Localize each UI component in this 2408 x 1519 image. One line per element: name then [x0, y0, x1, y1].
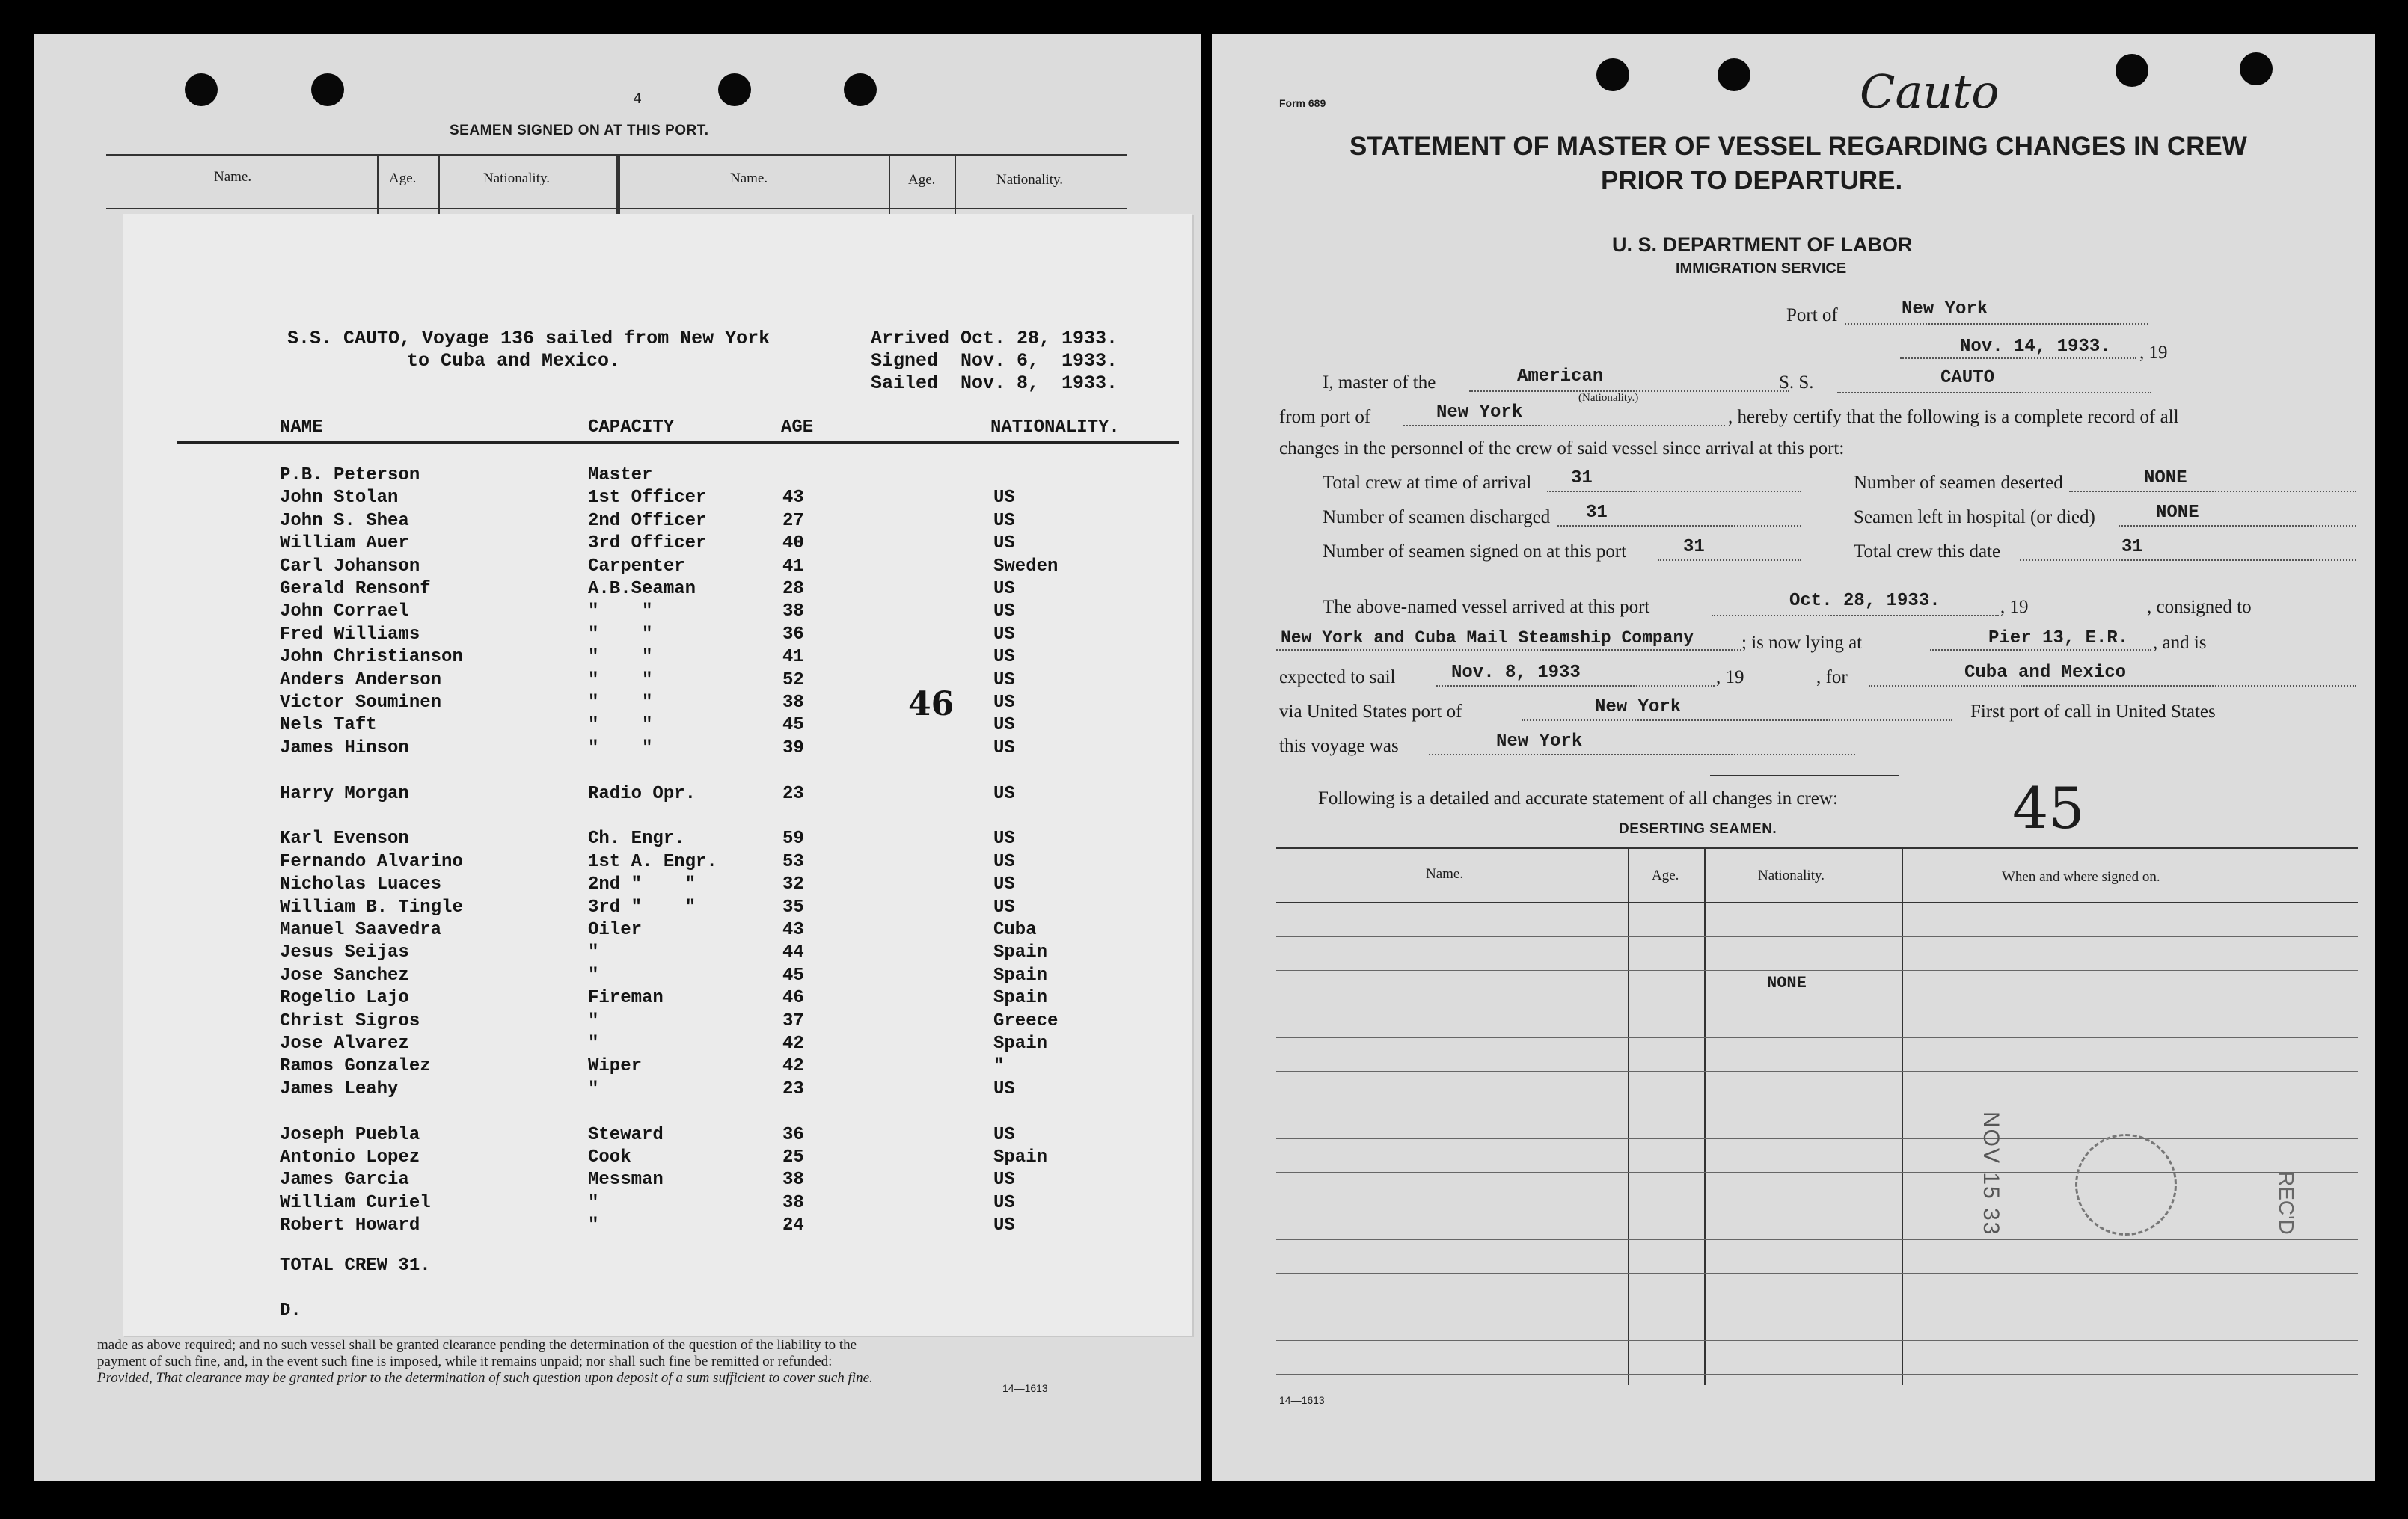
crew-name: Rogelio Lajo [280, 988, 409, 1009]
crew-nationality: US [993, 669, 1015, 690]
crew-name: Victor Souminen [280, 693, 442, 713]
crew-capacity: " " [588, 601, 653, 622]
port-label: Port of [1786, 305, 1838, 325]
crew-name: Manuel Saavedra [280, 920, 442, 940]
crew-capacity: Radio Opr. [588, 783, 696, 804]
crew-age: 42 [782, 1056, 804, 1077]
deserted-value: NONE [2144, 468, 2187, 488]
hospital-value: NONE [2156, 503, 2199, 523]
crew-capacity: Cook [588, 1147, 631, 1167]
crew-age: 36 [782, 1124, 804, 1145]
crew-age: 38 [782, 1192, 804, 1213]
crew-nationality: Spain [993, 965, 1048, 986]
crew-nationality: Cuba [993, 920, 1037, 940]
crew-name: James Leahy [280, 1078, 399, 1099]
crew-row [123, 465, 1192, 488]
crew-row [123, 784, 1192, 806]
crew-capacity: Messman [588, 1170, 664, 1191]
crew-nationality: US [993, 579, 1015, 599]
crew-row [123, 1193, 1192, 1215]
crew-row [123, 556, 1192, 579]
crew-nationality: US [993, 874, 1015, 895]
fill-line [1429, 754, 1855, 755]
column-divider [438, 154, 440, 214]
ss-label: S. S. [1779, 372, 1814, 393]
crew-nationality: US [993, 488, 1015, 509]
column-header-age: Age. [389, 171, 417, 186]
crew-row [123, 1125, 1192, 1147]
punch-hole [311, 73, 344, 106]
crew-name: William B. Tingle [280, 897, 463, 918]
crew-row [123, 1147, 1192, 1170]
crew-age: 39 [782, 737, 804, 758]
crew-capacity: " " [588, 737, 653, 758]
service-name: IMMIGRATION SERVICE [1676, 260, 1847, 277]
crew-capacity: Ch. Engr. [588, 829, 685, 850]
fill-line [1712, 615, 1999, 616]
crew-nationality: US [993, 1078, 1015, 1099]
fill-line [2069, 491, 2356, 492]
total-crew: TOTAL CREW 31. [280, 1256, 431, 1276]
crew-row [123, 511, 1192, 533]
crew-name: John S. Shea [280, 510, 409, 531]
crew-capacity: " " [588, 647, 653, 668]
table-header-name: Name. [1426, 866, 1464, 882]
right-page [1212, 34, 2375, 1481]
arrived-suffix: , 19 [2000, 597, 2029, 617]
crew-age: 28 [782, 579, 804, 599]
crew-nationality: US [993, 783, 1015, 804]
table-none-value: NONE [1767, 974, 1807, 992]
punch-hole [2240, 52, 2273, 85]
crew-nationality: US [993, 715, 1015, 736]
crew-name: Ramos Gonzalez [280, 1056, 431, 1077]
crew-name: James Garcia [280, 1170, 409, 1191]
sailed-date: Sailed Nov. 8, 1933. [871, 372, 1118, 394]
lying-text: ; is now lying at [1741, 633, 1863, 653]
received-stamp-text: REC'D [2275, 1171, 2298, 1235]
fill-line [1276, 649, 1741, 651]
form-number: Form 689 [1279, 97, 1326, 109]
fine-print-line: made as above required; and no such vessel shall be granted clearance pending the determination of the question of the liability to the [97, 1337, 857, 1353]
crew-capacity: " [588, 1215, 599, 1236]
arrived-prefix: The above-named vessel arrived at this port [1323, 597, 1650, 617]
fill-line [1658, 559, 1801, 561]
crew-name: Nels Taft [280, 715, 377, 736]
fill-line [2119, 525, 2356, 527]
crew-name: P.B. Peterson [280, 465, 420, 485]
table-row-line [1276, 1071, 2358, 1072]
arrived-date: Arrived Oct. 28, 1933. [871, 328, 1118, 349]
section-heading: SEAMEN SIGNED ON AT THIS PORT. [450, 123, 709, 138]
column-divider [889, 154, 890, 214]
crew-nationality: Spain [993, 988, 1048, 1009]
via-value: New York [1595, 697, 1682, 717]
crew-capacity: Master [588, 465, 653, 485]
fill-line [1900, 357, 2136, 359]
crew-nationality: Greece [993, 1010, 1059, 1031]
left-page [34, 34, 1201, 1481]
crew-row [123, 1011, 1192, 1034]
crew-capacity: " [588, 942, 599, 963]
crew-row [123, 1056, 1192, 1078]
crew-row [123, 988, 1192, 1010]
fine-print-line: Provided, That clearance may be granted prior to the determination of such question upon deposit of a sum sufficient to cover such fine. [97, 1370, 873, 1386]
crew-name: Gerald Rensonf [280, 579, 431, 599]
crew-age: 53 [782, 851, 804, 872]
crew-name: Karl Evenson [280, 829, 409, 850]
fill-line [1837, 392, 2151, 393]
crew-row [123, 920, 1192, 942]
total-arrival-value: 31 [1571, 468, 1593, 488]
punch-hole [1718, 58, 1750, 91]
handwritten-number: 45 [2012, 775, 2085, 841]
crew-capacity: A.B.Seaman [588, 579, 696, 599]
crew-nationality: US [993, 1215, 1015, 1236]
received-date-stamp: NOV 15 33 [1979, 1111, 2003, 1236]
and-is-label: , and is [2153, 633, 2207, 653]
crew-name: William Auer [280, 533, 409, 554]
fill-line [1869, 685, 2356, 687]
crew-capacity: Wiper [588, 1056, 643, 1077]
fill-line [1547, 491, 1801, 492]
crew-name: John Stolan [280, 488, 399, 509]
for-value: Cuba and Mexico [1964, 663, 2127, 683]
statement-date: Nov. 14, 1933. [1960, 337, 2111, 357]
crew-row [123, 1034, 1192, 1056]
crew-nationality: Spain [993, 942, 1048, 963]
table-top-rule [1276, 847, 2358, 849]
crew-row [123, 533, 1192, 556]
table-row-line [1276, 1037, 2358, 1038]
crew-row [123, 852, 1192, 874]
column-header-name: Name. [730, 171, 768, 186]
header-age: AGE [781, 417, 814, 438]
table-head-rule [1276, 902, 2358, 903]
table-row-line [1276, 970, 2358, 971]
crew-row [123, 647, 1192, 669]
crew-name: Jose Sanchez [280, 965, 409, 986]
crew-age: 38 [782, 601, 804, 622]
fill-line [1522, 719, 1952, 721]
form-title-line-1: STATEMENT OF MASTER OF VESSEL REGARDING CHANGES IN CREW [1349, 132, 2247, 161]
crew-nationality: Spain [993, 1147, 1048, 1167]
crew-age: 35 [782, 897, 804, 918]
discharged-value: 31 [1586, 503, 1608, 523]
crew-capacity: 1st A. Engr. [588, 851, 717, 872]
crew-nationality: US [993, 737, 1015, 758]
crew-nationality: US [993, 1124, 1015, 1145]
crew-row [123, 579, 1192, 601]
header-underline [177, 441, 1179, 444]
crew-row [123, 966, 1192, 988]
fill-line [1930, 649, 2151, 651]
column-header-age: Age. [908, 172, 936, 188]
certify-text-2: changes in the personnel of the crew of said vessel since arrival at this port: [1279, 438, 1845, 458]
crew-nationality: US [993, 693, 1015, 713]
crew-row [123, 1170, 1192, 1192]
via-label: via United States port of [1279, 702, 1462, 722]
crew-capacity: " " [588, 693, 653, 713]
crew-capacity: " " [588, 624, 653, 645]
crew-row [123, 625, 1192, 647]
date-suffix: , 19 [2139, 343, 2168, 363]
from-port-value: New York [1436, 402, 1523, 423]
crew-name: Christ Sigros [280, 1010, 420, 1031]
crew-name: Harry Morgan [280, 783, 409, 804]
crew-age: 32 [782, 874, 804, 895]
header-name: NAME [280, 417, 323, 438]
punch-hole [718, 73, 751, 106]
discharged-label: Number of seamen discharged [1323, 507, 1551, 527]
crew-nationality: US [993, 533, 1015, 554]
table-row-line [1276, 1340, 2358, 1341]
crew-capacity: Carpenter [588, 556, 685, 577]
fill-line [1436, 685, 1715, 687]
column-divider [616, 154, 620, 214]
crew-age: 41 [782, 556, 804, 577]
crew-row [123, 874, 1192, 897]
page-number: 4 [633, 91, 643, 108]
crew-age: 52 [782, 669, 804, 690]
crew-capacity: 1st Officer [588, 488, 707, 509]
for-label: , for [1816, 667, 1848, 687]
crew-age: 27 [782, 510, 804, 531]
crew-name: Jose Alvarez [280, 1034, 409, 1054]
crew-name: Anders Anderson [280, 669, 442, 690]
crew-age: 24 [782, 1215, 804, 1236]
voyage-label: this voyage was [1279, 736, 1399, 756]
crew-age: 45 [782, 965, 804, 986]
crew-nationality: US [993, 601, 1015, 622]
signed-on-label: Number of seamen signed on at this port [1323, 541, 1627, 562]
table-row-line [1276, 1172, 2358, 1173]
crew-age: 43 [782, 488, 804, 509]
crew-list-sheet [123, 214, 1192, 1336]
header-capacity: CAPACITY [588, 417, 675, 438]
header-nationality: NATIONALITY. [990, 417, 1120, 438]
fine-print-line: payment of such fine, and, in the event such fine is imposed, while it remains unpaid; nor shall such fine be remitted or refunded: [97, 1354, 833, 1369]
hospital-label: Seamen left in hospital (or died) [1854, 507, 2095, 527]
table-row-line [1276, 936, 2358, 937]
signed-on-value: 31 [1683, 537, 1705, 557]
crew-row [123, 601, 1192, 624]
postmark-stamp [2075, 1134, 2177, 1236]
nationality-caption: (Nationality.) [1578, 392, 1639, 404]
total-date-label: Total crew this date [1854, 541, 2001, 562]
crew-nationality: " [993, 1056, 1005, 1077]
nationality-value: American [1517, 366, 1604, 387]
crew-age: 46 [782, 988, 804, 1009]
crew-capacity: " " [588, 669, 653, 690]
voyage-value: New York [1496, 731, 1583, 752]
crew-name: William Curiel [280, 1192, 431, 1213]
crew-capacity: " [588, 1010, 599, 1031]
crew-row [123, 670, 1192, 693]
expected-value: Nov. 8, 1933 [1451, 663, 1581, 683]
crew-name: Robert Howard [280, 1215, 420, 1236]
crew-age: 38 [782, 693, 804, 713]
crew-age: 44 [782, 942, 804, 963]
column-header-name: Name. [214, 169, 252, 185]
column-divider [1902, 847, 1903, 1385]
table-header-signed-on: When and where signed on. [2002, 869, 2160, 885]
master-prefix: I, master of the [1323, 372, 1436, 393]
fill-line [1403, 425, 1725, 426]
crew-nationality: US [993, 851, 1015, 872]
table-header-age: Age. [1652, 868, 1679, 883]
crew-nationality: US [993, 829, 1015, 850]
crew-name: James Hinson [280, 737, 409, 758]
consigned-label: , consigned to [2147, 597, 2252, 617]
column-divider [955, 154, 956, 214]
from-port-label: from port of [1279, 407, 1371, 427]
crew-row [123, 1215, 1192, 1238]
form-code: 14—1613 [1002, 1382, 1048, 1394]
crew-name: Nicholas Luaces [280, 874, 442, 895]
certify-text: , hereby certify that the following is a complete record of all [1728, 407, 2179, 427]
fill-line [2020, 559, 2356, 561]
crew-row [123, 488, 1192, 510]
crew-capacity: " [588, 1034, 599, 1054]
expected-suffix: , 19 [1716, 667, 1744, 687]
crew-capacity: 2nd " " [588, 874, 696, 895]
crew-capacity: " " [588, 715, 653, 736]
crew-capacity: Oiler [588, 920, 643, 940]
crew-row [123, 942, 1192, 965]
crew-row [123, 715, 1192, 737]
crew-nationality: US [993, 624, 1015, 645]
crew-capacity: 2nd Officer [588, 510, 707, 531]
crew-age: 23 [782, 1078, 804, 1099]
expected-label: expected to sail [1279, 667, 1396, 687]
crew-nationality: US [993, 1192, 1015, 1213]
deserted-label: Number of seamen deserted [1854, 473, 2063, 493]
voyage-line-1: S.S. CAUTO, Voyage 136 sailed from New York [287, 328, 771, 349]
crew-age: 45 [782, 715, 804, 736]
column-header-nationality: Nationality. [483, 171, 550, 186]
crew-age: 40 [782, 533, 804, 554]
department-name: U. S. DEPARTMENT OF LABOR [1612, 233, 1913, 256]
crew-capacity: " [588, 1192, 599, 1213]
total-arrival-label: Total crew at time of arrival [1323, 473, 1532, 493]
table-row-line [1276, 1239, 2358, 1240]
crew-name: Antonio Lopez [280, 1147, 420, 1167]
ss-value: CAUTO [1940, 368, 1995, 388]
handwritten-count: 46 [908, 685, 955, 723]
fill-line [1845, 323, 2148, 325]
crew-name: Jesus Seijas [280, 942, 409, 963]
form-title-line-2: PRIOR TO DEPARTURE. [1601, 166, 1903, 195]
punch-hole [2116, 54, 2148, 87]
crew-age: 59 [782, 829, 804, 850]
crew-nationality: US [993, 1170, 1015, 1191]
crew-nationality: Spain [993, 1034, 1048, 1054]
crew-age: 36 [782, 624, 804, 645]
voyage-line-2: to Cuba and Mexico. [407, 350, 621, 372]
first-port-label: First port of call in United States [1970, 702, 2216, 722]
crew-age: 37 [782, 1010, 804, 1031]
footer-initial: D. [280, 1301, 301, 1321]
crew-capacity: Steward [588, 1124, 664, 1145]
handwritten-vessel-name: Cauto [1860, 64, 2000, 119]
crew-row [123, 738, 1192, 761]
crew-age: 23 [782, 783, 804, 804]
deserting-heading: DESERTING SEAMEN. [1619, 821, 1777, 837]
crew-capacity: 3rd Officer [588, 533, 707, 554]
column-divider [1704, 847, 1706, 1385]
crew-row [123, 693, 1192, 715]
crew-name: Fred Williams [280, 624, 420, 645]
fill-line [1557, 525, 1801, 527]
crew-row [123, 829, 1192, 851]
consignee-value: New York and Cuba Mail Steamship Company [1281, 628, 1694, 648]
crew-nationality: Sweden [993, 556, 1059, 577]
crew-name: Joseph Puebla [280, 1124, 420, 1145]
total-date-value: 31 [2121, 537, 2143, 557]
punch-hole [1596, 58, 1629, 91]
crew-age: 42 [782, 1034, 804, 1054]
separator-rule [1710, 775, 1899, 776]
crew-age: 43 [782, 920, 804, 940]
table-row-line [1276, 1138, 2358, 1139]
crew-age: 41 [782, 647, 804, 668]
crew-age: 38 [782, 1170, 804, 1191]
crew-nationality: US [993, 510, 1015, 531]
crew-capacity: Fireman [588, 988, 664, 1009]
port-value: New York [1902, 299, 1988, 319]
punch-hole [185, 73, 218, 106]
arrived-value: Oct. 28, 1933. [1789, 591, 1940, 611]
table-header-nationality: Nationality. [1758, 868, 1825, 883]
table-row-line [1276, 1273, 2358, 1274]
crew-name: John Christianson [280, 647, 463, 668]
crew-name: John Corrael [280, 601, 409, 622]
column-header-nationality: Nationality. [996, 172, 1063, 188]
crew-nationality: US [993, 897, 1015, 918]
form-code: 14—1613 [1279, 1394, 1325, 1406]
crew-capacity: " [588, 1078, 599, 1099]
column-divider [1628, 847, 1629, 1385]
crew-name: Fernando Alvarino [280, 851, 463, 872]
punch-hole [844, 73, 877, 106]
column-divider [377, 154, 379, 214]
signed-date: Signed Nov. 6, 1933. [871, 350, 1118, 372]
pier-value: Pier 13, E.R. [1988, 628, 2129, 648]
crew-row [123, 1079, 1192, 1102]
following-text: Following is a detailed and accurate statement of all changes in crew: [1318, 788, 1838, 808]
crew-capacity: 3rd " " [588, 897, 696, 918]
fine-print [97, 1337, 1159, 1387]
crew-age: 25 [782, 1147, 804, 1167]
table-row-line [1276, 1374, 2358, 1375]
crew-row [123, 897, 1192, 920]
crew-nationality: US [993, 647, 1015, 668]
crew-capacity: " [588, 965, 599, 986]
crew-name: Carl Johanson [280, 556, 420, 577]
